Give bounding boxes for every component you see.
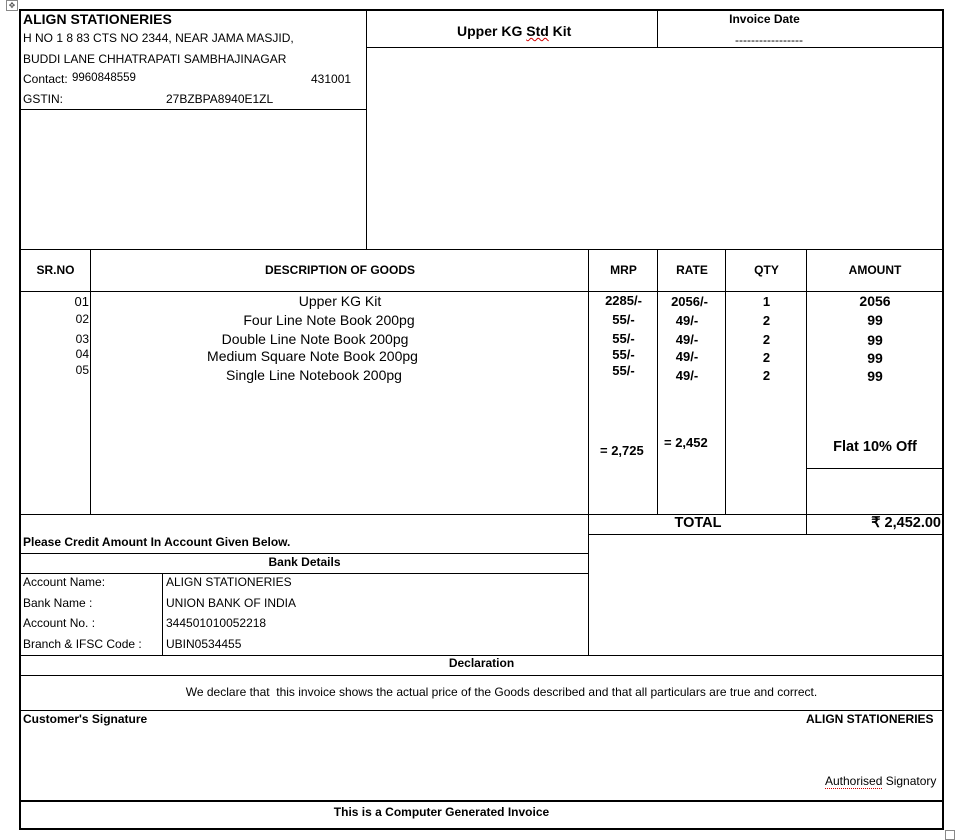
row-sr-no: 01: [74, 294, 89, 309]
bank-name-value: UNION BANK OF INDIA: [166, 596, 297, 610]
row-rate: 49/-: [675, 313, 699, 328]
company-name: ALIGN STATIONERIES: [23, 11, 172, 27]
row-sr-no: 05: [75, 363, 89, 377]
declaration-title: Declaration: [448, 656, 515, 670]
column-header-amount: AMOUNT: [848, 263, 902, 277]
credit-note: Please Credit Amount In Account Given Below.: [23, 535, 291, 549]
row-mrp: 55/-: [612, 312, 635, 327]
invoice-date-label: Invoice Date: [729, 12, 800, 26]
customer-signature-label: Customer's Signature: [23, 712, 148, 726]
declaration-text: We declare that this invoice shows the actual price of the Goods described and that all particulars are true and correct.: [185, 685, 818, 699]
row-description: Medium Square Note Book 200pg: [207, 348, 418, 364]
gstin-label: GSTIN:: [23, 92, 64, 106]
footer-note: This is a Computer Generated Invoice: [333, 805, 550, 819]
column-header-sr-no: SR.NO: [36, 263, 75, 277]
invoice-title: Upper KG Std Kit: [457, 23, 572, 39]
table-move-handle[interactable]: ✥: [6, 0, 18, 11]
authorised-misspelled-word: Authorised: [825, 774, 883, 788]
mrp-total: = 2,725: [600, 443, 644, 458]
ifsc-value: UBIN0534455: [166, 637, 242, 651]
account-no-label: Account No. :: [23, 616, 96, 630]
account-name-label: Account Name:: [23, 575, 106, 589]
gstin-value: 27BZBPA8940E1ZL: [166, 92, 274, 106]
row-description: Upper KG Kit: [298, 293, 382, 309]
invoice-title-misspelled-word: Std: [526, 23, 549, 39]
signature-company-name: ALIGN STATIONERIES: [806, 712, 934, 726]
row-rate: 49/-: [675, 349, 699, 364]
total-label: TOTAL: [674, 515, 722, 531]
row-amount: 99: [867, 312, 883, 328]
column-header-description: DESCRIPTION OF GOODS: [264, 263, 415, 277]
company-address-line1: H NO 1 8 83 CTS NO 2344, NEAR JAMA MASJID,: [23, 31, 294, 45]
row-rate: 49/-: [675, 368, 699, 383]
pincode: 431001: [311, 72, 352, 86]
row-qty: 2: [762, 332, 771, 347]
row-description: Single Line Notebook 200pg: [226, 367, 402, 383]
row-rate: 2056/-: [671, 294, 708, 309]
column-header-mrp: MRP: [610, 263, 637, 277]
account-no-value: 344501010052218: [166, 616, 267, 630]
row-amount: 99: [867, 350, 883, 366]
column-header-rate: RATE: [676, 263, 708, 277]
row-qty: 1: [762, 294, 771, 309]
row-mrp: 55/-: [612, 331, 635, 346]
column-header-qty: QTY: [754, 263, 779, 277]
row-amount: 99: [867, 368, 883, 384]
authorised-signatory: Authorised Signatory: [825, 774, 937, 788]
row-amount: 2056: [859, 293, 891, 309]
bank-name-label: Bank Name :: [23, 596, 93, 610]
table-resize-handle[interactable]: [945, 830, 955, 840]
row-qty: 2: [762, 350, 771, 365]
account-name-value: ALIGN STATIONERIES: [166, 575, 292, 589]
row-qty: 2: [762, 313, 771, 328]
row-mrp: 55/-: [612, 347, 635, 362]
ifsc-label: Branch & IFSC Code :: [23, 637, 142, 651]
contact-label: Contact:: [23, 72, 68, 86]
row-qty: 2: [762, 368, 771, 383]
row-description: Four Line Note Book 200pg: [243, 312, 415, 328]
row-amount: 99: [867, 332, 883, 348]
row-mrp: 2285/-: [605, 293, 642, 308]
row-rate: 49/-: [675, 332, 699, 347]
discount-note: Flat 10% Off: [833, 439, 917, 455]
total-value: ₹ 2,452.00: [871, 515, 941, 531]
invoice-date-value: -----------------: [735, 33, 803, 47]
company-address-line2: BUDDI LANE CHHATRAPATI SAMBHAJINAGAR: [23, 52, 287, 66]
bank-details-title: Bank Details: [268, 555, 341, 569]
row-sr-no: 02: [75, 312, 89, 326]
row-sr-no: 03: [75, 332, 89, 346]
row-sr-no: 04: [75, 347, 89, 361]
rate-total: = 2,452: [664, 435, 708, 450]
row-mrp: 55/-: [612, 363, 635, 378]
row-description: Double Line Note Book 200pg: [221, 331, 409, 347]
contact-value: 9960848559: [72, 72, 136, 84]
